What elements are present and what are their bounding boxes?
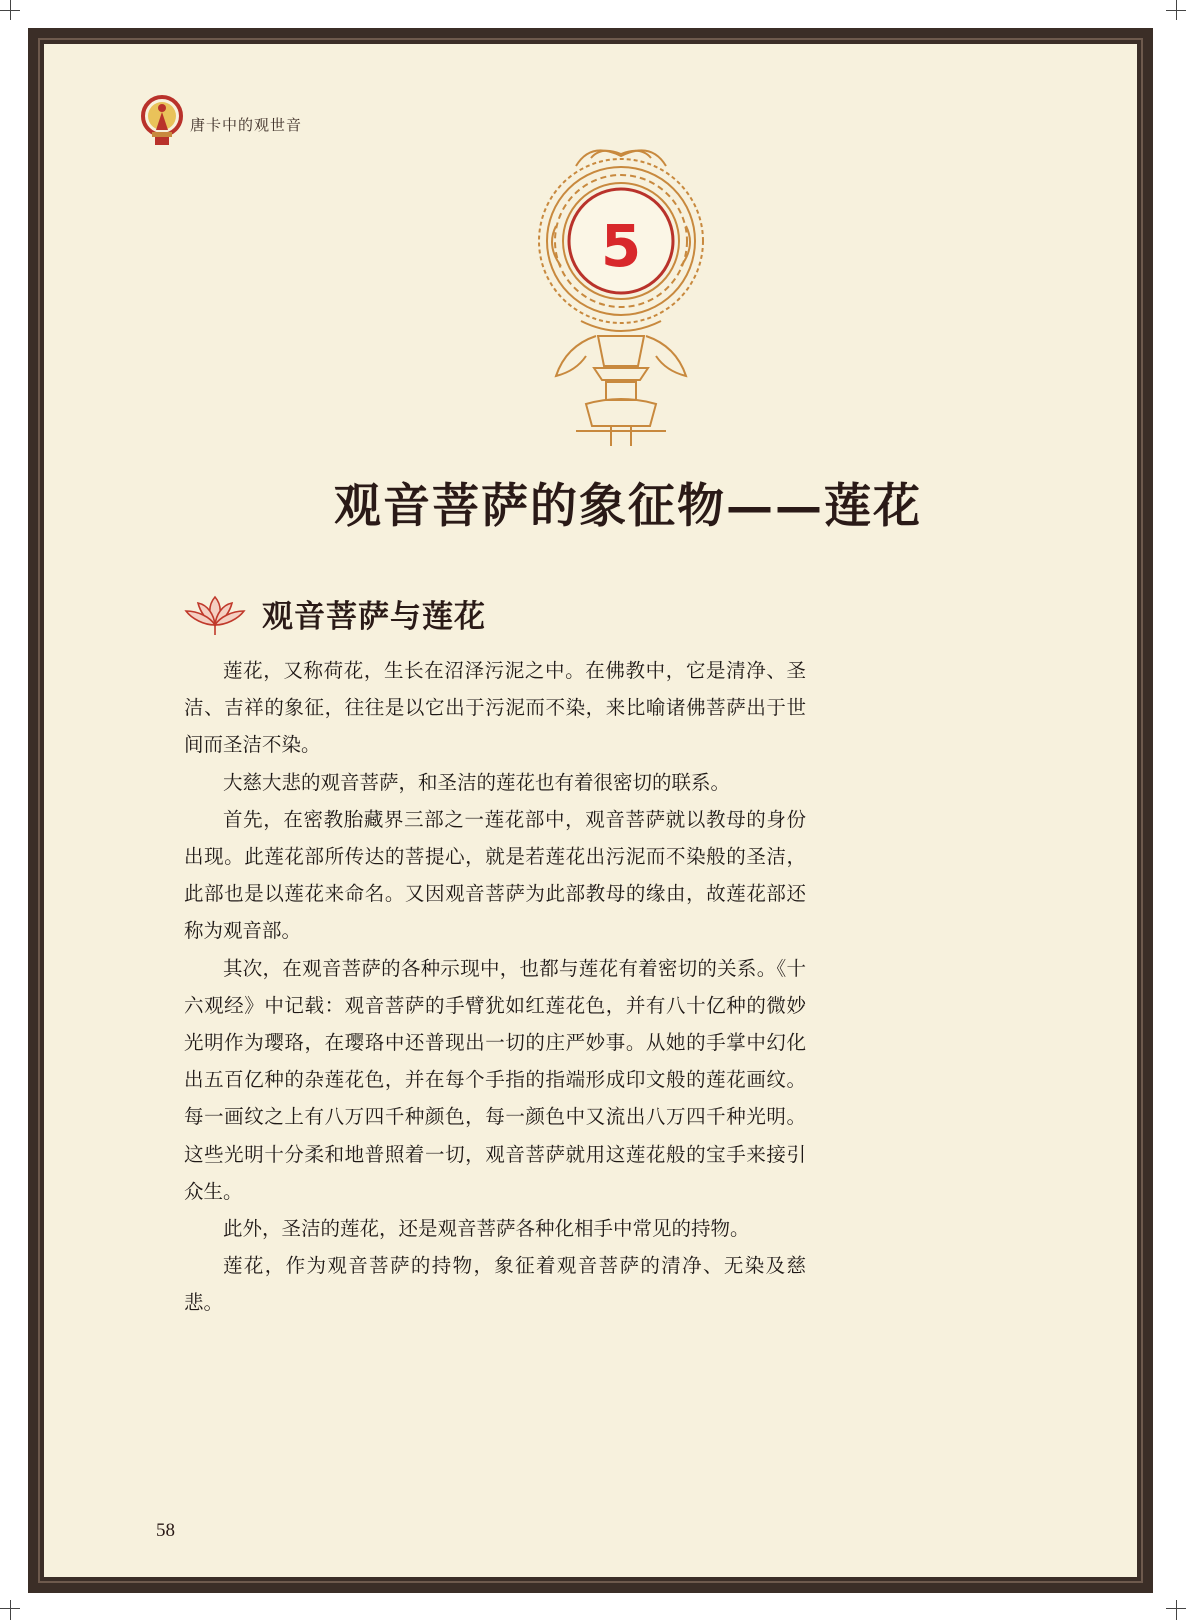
page-frame: [28, 28, 1153, 1593]
book-page: [44, 44, 1137, 1577]
body-text: [184, 652, 806, 1322]
book-title: 唐卡中的观世音: [190, 116, 303, 134]
lotus-icon: [182, 591, 248, 635]
paragraph: 其次，在观音菩萨的各种示现中，也都与莲花有着密切的关系。《十六观经》中记载：观音菩萨的手臂犹如红莲花色，并有八十亿种的微妙光明作为璎珞，在璎珞中还普现出一切的庄严妙事。从她的手掌中幻化出五百亿种的杂莲花色，并在每个手指的指端形成印文般的莲花画纹。每一画纹之上有八万四千种颜色，每一颜色中又流出八万四千种光明。这些光明十分柔和地普照着一切，观音菩萨就用这莲花般的宝手来接引众生。: [184, 956, 806, 1203]
page-number: 58: [156, 1520, 175, 1541]
chapter-title: 观音菩萨的象征物——莲花: [334, 479, 922, 534]
chapter-number: 5: [600, 212, 642, 280]
paragraph: 莲花，作为观音菩萨的持物，象征着观音菩萨的清净、无染及慈悲。: [184, 1254, 806, 1315]
paragraph: 首先，在密教胎藏界三部之一莲花部中，观音菩萨就以教母的身份出现。此莲花部所传达的菩提心，就是若莲花出污泥而不染般的圣洁，此部也是以莲花来命名。又因观音菩萨为此部教母的缘由，故莲花部还称为观音部。: [184, 807, 806, 943]
crop-mark: [1176, 1600, 1177, 1620]
crop-mark: [1176, 0, 1177, 20]
crop-mark: [10, 0, 11, 20]
section-title: 观音菩萨与莲花: [262, 599, 486, 635]
crop-mark: [10, 1600, 11, 1620]
ornamental-medallion-icon: [536, 136, 706, 456]
paragraph: 莲花，又称荷花，生长在沼泽污泥之中。在佛教中，它是清净、圣洁、吉祥的象征，往往是以它出于污泥而不染，来比喻诸佛菩萨出于世间而圣洁不染。: [184, 659, 806, 757]
paragraph: 大慈大悲的观音菩萨，和圣洁的莲花也有着很密切的联系。: [223, 770, 731, 794]
chapter-emblem: [536, 136, 706, 456]
bodhisattva-emblem-icon: [140, 92, 184, 152]
paragraph: 此外，圣洁的莲花，还是观音菩萨各种化相手中常见的持物。: [223, 1217, 750, 1241]
